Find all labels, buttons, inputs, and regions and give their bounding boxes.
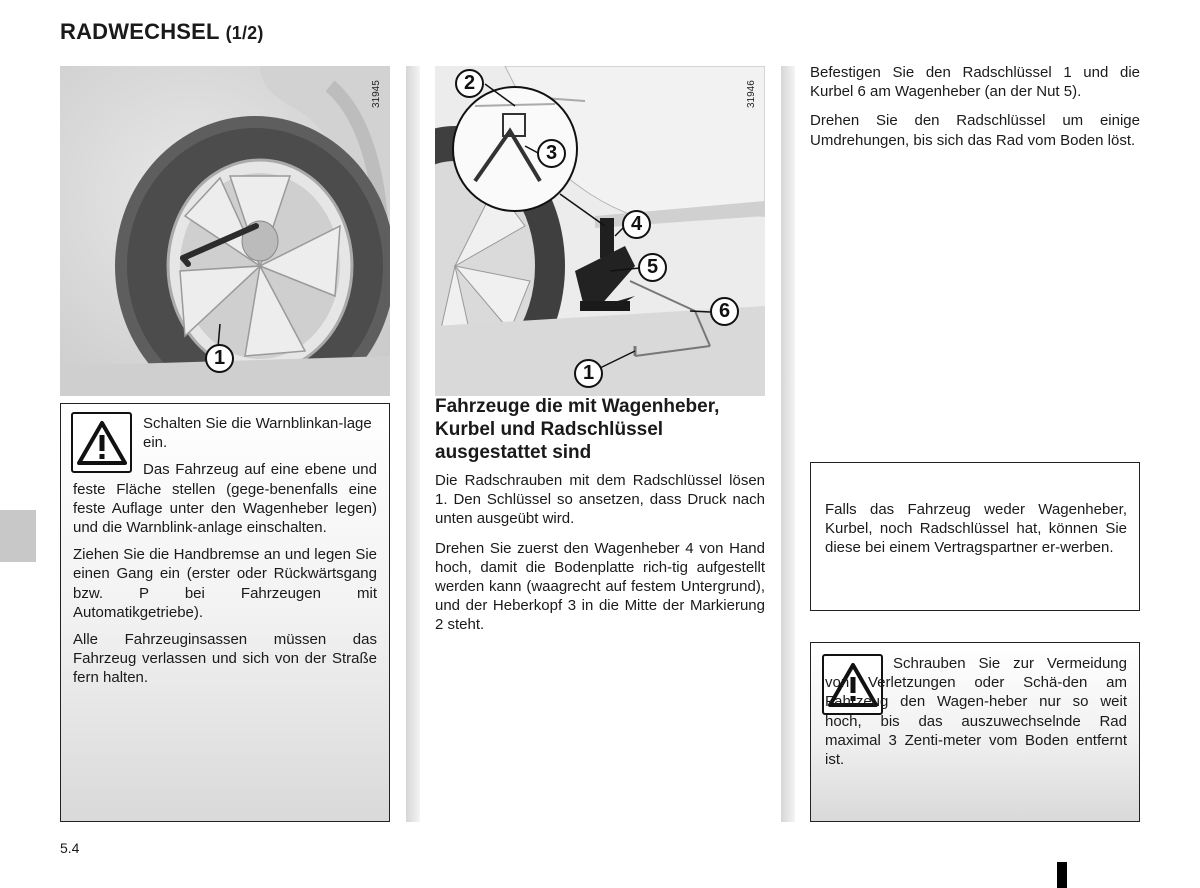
callout-4: 4 xyxy=(622,210,651,239)
page-title xyxy=(60,19,264,45)
callout-1: 1 xyxy=(574,359,603,388)
warning-text-surface: Das Fahrzeug auf eine ebene und feste Fläche stellen (gege-benenfalls eine feste Auflage unter den Wagenheber legen) und die Warnblink-anlage einschalten. xyxy=(73,461,377,537)
title-part: (1/2) xyxy=(225,23,264,43)
warning-box-right xyxy=(810,642,1140,822)
callout-1: 1 xyxy=(205,344,234,373)
instruction-attach-crank: Befestigen Sie den Radschlüssel 1 und die Kurbel 6 am Wagenheber (an der Nut 5). xyxy=(810,64,1140,101)
page-number: 5.4 xyxy=(60,840,80,856)
photo-id-31946: 31946 xyxy=(746,80,757,108)
info-box xyxy=(810,462,1140,611)
column-divider xyxy=(406,66,420,822)
column-divider xyxy=(781,66,795,822)
title-main: RADWECHSEL xyxy=(60,19,220,44)
photo-id-31945: 31945 xyxy=(371,80,382,108)
info-text: Falls das Fahrzeug weder Wagenheber, Kurbel, noch Radschlüssel hat, können Sie diese bei einem Vertragspartner er-werben. xyxy=(825,501,1127,557)
callout-5: 5 xyxy=(638,253,667,282)
callout-3: 3 xyxy=(537,139,566,168)
thumb-index-mark xyxy=(1057,862,1067,888)
warning-text-occupants: Alle Fahrzeuginsassen müssen das Fahrzeug verlassen und sich von der Straße fern halten. xyxy=(73,631,377,687)
jack-illustration xyxy=(435,66,765,396)
chapter-tab xyxy=(0,510,36,562)
warning-text-hazard: Schalten Sie die Warnblinkan-lage ein. xyxy=(143,415,372,452)
callout-6: 6 xyxy=(710,297,739,326)
instruction-turn-wrench: Drehen Sie den Radschlüssel um einige Umdrehungen, bis sich das Rad vom Boden löst. xyxy=(810,112,1140,149)
warning-box-left xyxy=(60,403,390,822)
photo-wheel-wrench xyxy=(60,66,390,396)
warning-text-handbrake: Ziehen Sie die Handbremse an und legen Sie einen Gang ein (erster oder Rückwärtsgang bzw. P bei Fahrzeugen mit Automatikgetriebe). xyxy=(73,546,377,621)
instruction-loosen-bolts: Die Radschrauben mit dem Radschlüssel lösen 1. Den Schlüssel so ansetzen, dass Druck nach unten ausgeübt wird. xyxy=(435,472,765,528)
instruction-raise-jack: Drehen Sie zuerst den Wagenheber 4 von Hand hoch, damit die Bodenplatte rich-tig aufgestellt werden kann (waagrecht auf festem Untergrund), und der Heberkopf 3 in die Mitte der Markierung 2 steht. xyxy=(435,539,765,634)
photo-jack xyxy=(435,66,765,396)
callout-2: 2 xyxy=(455,69,484,98)
section-heading: Fahrzeuge die mit Wagenheber, Kurbel und Radschlüssel ausgestattet sind xyxy=(435,396,720,463)
warning-text-lift-height: Schrauben Sie zur Vermeidung von Verletzungen oder Schä-den am Fahrzeug den Wagen-heber nur so weit hoch, bis das auszuwechselnde Rad maximal 3 Zenti-meter vom Boden entfernt ist. xyxy=(825,655,1127,769)
